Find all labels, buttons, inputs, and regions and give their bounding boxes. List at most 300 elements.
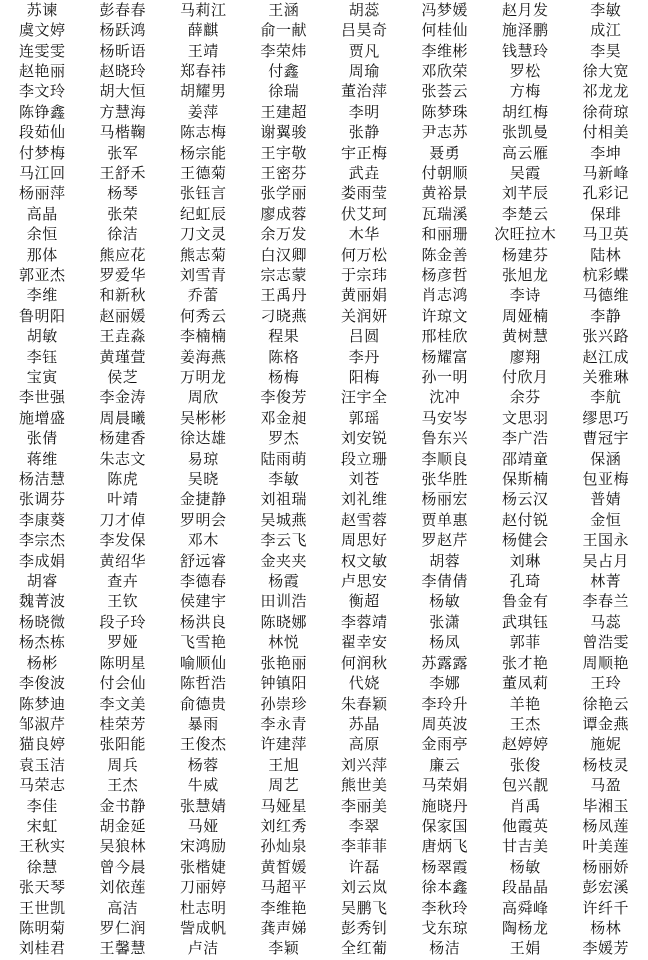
name-cell: 李倩倩: [421, 572, 468, 591]
name-cell: 胡蓉: [429, 551, 461, 570]
name-cell: 周英波: [421, 714, 468, 733]
name-cell: 王娟: [509, 939, 541, 958]
name-cell: 吴彬彬: [179, 408, 227, 427]
name-cell: 衡超: [348, 592, 380, 611]
name-cell: 袁玉洁: [18, 755, 66, 774]
name-cell: 肖禹: [509, 796, 541, 815]
name-cell: 杨蓉: [187, 755, 219, 774]
name-cell: 杨洁慧: [18, 470, 66, 489]
name-cell: 周娅楠: [501, 306, 549, 325]
name-cell: 罗赵芹: [421, 531, 468, 550]
name-cell: 罗仁润: [99, 918, 146, 937]
name-cell: 方慧海: [99, 102, 146, 121]
name-cell: 朱春颖: [340, 694, 388, 713]
name-cell: 鲁东兴: [421, 429, 468, 448]
name-cell: 张艳丽: [260, 653, 307, 672]
name-cell: 吴狼林: [99, 837, 146, 856]
name-cell: 陈明菊: [18, 918, 66, 937]
name-cell: 黄丽娟: [340, 286, 388, 305]
name-cell: 施增盛: [18, 408, 66, 427]
name-cell: 曾今晨: [99, 857, 146, 876]
name-cell: 杨琴: [107, 184, 139, 203]
name-cell: 唐炳飞: [421, 837, 468, 856]
name-cell: 鲁明阳: [18, 306, 66, 325]
name-cell: 戈东琼: [421, 918, 468, 937]
name-cell: 王宇敬: [260, 143, 307, 162]
name-cell: 李楚云: [501, 204, 549, 223]
name-cell: 彭秀钊: [340, 918, 388, 937]
name-cell: 王钦: [107, 592, 139, 611]
name-cell: 鲁金有: [501, 592, 549, 611]
name-cell: 杨枝灵: [582, 755, 629, 774]
name-cell: 张华胜: [421, 470, 468, 489]
name-cell: 黄皙媛: [260, 857, 307, 876]
name-cell: 孙一明: [421, 368, 468, 387]
name-cell: 周顺艳: [582, 653, 629, 672]
name-cell: 刀丽婷: [179, 878, 227, 897]
name-cell: 毕湘玉: [582, 796, 629, 815]
name-cell: 聂勇: [429, 143, 461, 162]
name-cell: 熊世美: [340, 776, 388, 795]
name-cell: 吴鹏飞: [340, 898, 388, 917]
name-cell: 孙灿泉: [260, 837, 307, 856]
name-cell: 武琪钰: [501, 612, 549, 631]
name-cell: 吴晓: [187, 470, 219, 489]
name-cell: 陈虎: [107, 470, 139, 489]
name-cell: 马蕊: [590, 612, 622, 631]
name-cell: 郭瑶: [348, 408, 380, 427]
name-cell: 关润妍: [340, 306, 388, 325]
name-cell: 高洁: [107, 898, 139, 917]
name-cell: 刘红秀: [260, 816, 307, 835]
name-cell: 和丽珊: [421, 225, 468, 244]
name-cell: 虞文婷: [18, 21, 66, 40]
name-cell: 段茹仙: [18, 123, 66, 142]
name-cell: 赵江成: [582, 347, 629, 366]
name-cell: 田训浩: [260, 592, 307, 611]
name-cell: 杨敏: [429, 592, 461, 611]
name-cell: 刘依莲: [99, 878, 146, 897]
name-cell: 李荣炜: [260, 41, 307, 60]
name-cell: 李俊芳: [260, 388, 307, 407]
name-cell: 徐洁: [107, 225, 139, 244]
name-cell: 肖志鸿: [421, 286, 468, 305]
name-cell: 李发保: [99, 531, 146, 550]
name-cell: 他霞英: [501, 816, 549, 835]
name-cell: 李世强: [18, 388, 66, 407]
name-cell: 姜萍: [187, 102, 219, 121]
name-cell: 訾成帆: [179, 918, 227, 937]
name-cell: 余万发: [260, 225, 307, 244]
name-cell: 张旭龙: [501, 265, 549, 284]
name-cell: 张楷婕: [179, 857, 227, 876]
name-cell: 陈梦珠: [421, 102, 468, 121]
name-cell: 罗爱华: [99, 265, 146, 284]
name-cell: 孔彩记: [582, 184, 629, 203]
name-cell: 罗娅: [107, 633, 139, 652]
name-cell: 缪思巧: [582, 408, 629, 427]
name-cell: 王秋实: [18, 837, 66, 856]
name-cell: 包兴靓: [501, 776, 549, 795]
name-cell: 刘桂君: [18, 939, 66, 958]
name-cell: 李文玲: [18, 82, 66, 101]
name-cell: 杨洪良: [179, 612, 227, 631]
name-cell: 黄瑾萱: [99, 347, 146, 366]
name-cell: 次旺拉木: [494, 225, 557, 244]
name-cell: 张俊: [509, 755, 541, 774]
name-cell: 文思羽: [501, 408, 549, 427]
name-cell: 胡敏: [26, 327, 58, 346]
name-cell: 陈晓娜: [260, 612, 307, 631]
name-cell: 付相美: [582, 123, 629, 142]
name-cell: 李金涛: [99, 388, 146, 407]
name-cell: 刀文灵: [179, 225, 227, 244]
name-cell: 张调芬: [18, 490, 66, 509]
name-cell: 杨林: [590, 918, 622, 937]
name-cell: 许建萍: [260, 735, 307, 754]
name-cell: 李楠楠: [179, 327, 227, 346]
name-cell: 李佳: [26, 796, 58, 815]
name-cell: 王禹丹: [260, 286, 307, 305]
name-cell: 马莉江: [179, 0, 227, 19]
name-cell: 杨建芬: [501, 245, 549, 264]
name-cell: 张钰言: [179, 184, 227, 203]
name-cell: 林悦: [268, 633, 300, 652]
name-cell: 魏菁波: [18, 592, 66, 611]
name-cell: 李媛芳: [582, 939, 629, 958]
name-cell: 方梅: [509, 82, 541, 101]
name-cell: 马娅星: [260, 796, 307, 815]
name-cell: 张学丽: [260, 184, 307, 203]
name-cell: 王垚淼: [99, 327, 146, 346]
name-cell: 王靖: [187, 41, 219, 60]
name-cell: 李康葵: [18, 510, 66, 529]
name-cell: 廖成蓉: [260, 204, 307, 223]
name-cell: 喻顺仙: [179, 653, 227, 672]
name-cell: 胡睿: [26, 572, 58, 591]
name-cell: 保斯楠: [501, 470, 549, 489]
name-cell: 纪虹辰: [179, 204, 227, 223]
name-cell: 马娅: [187, 816, 219, 835]
name-cell: 许纤千: [582, 898, 629, 917]
name-cell: 舒远睿: [179, 551, 227, 570]
name-cell: 白汉卿: [260, 245, 307, 264]
name-cell: 权文敏: [340, 551, 388, 570]
name-cell: 张荟云: [421, 82, 468, 101]
name-cell: 连雯雯: [18, 41, 66, 60]
name-cell: 何秀云: [179, 306, 227, 325]
name-cell: 陈铮鑫: [18, 102, 66, 121]
name-cell: 杨敏: [509, 857, 541, 876]
name-cell: 代娆: [348, 674, 380, 693]
name-cell: 杨凤莲: [582, 816, 629, 835]
name-cell: 马江回: [18, 163, 66, 182]
name-cell: 杨丽娇: [582, 857, 629, 876]
name-cell: 胡耀男: [179, 82, 227, 101]
name-cell: 徐大宽: [582, 61, 629, 80]
name-cell: 刘礼维: [340, 490, 388, 509]
name-cell: 姜海燕: [179, 347, 227, 366]
name-cell: 包亚梅: [582, 470, 629, 489]
name-cell: 钱慧玲: [501, 41, 549, 60]
name-cell: 曹冠宇: [582, 429, 629, 448]
name-cell: 付会仙: [99, 674, 146, 693]
name-cell: 张慧婧: [179, 796, 227, 815]
name-cell: 猫良婷: [18, 735, 66, 754]
name-cell: 刘琳: [509, 551, 541, 570]
name-cell: 王密芬: [260, 163, 307, 182]
name-cell: 王国永: [582, 531, 629, 550]
name-cell: 李坤: [590, 143, 622, 162]
name-cell: 王世凯: [18, 898, 66, 917]
name-cell: 刘云岚: [340, 878, 388, 897]
name-cell: 杨彬: [26, 653, 58, 672]
name-cell: 杨昕语: [99, 41, 146, 60]
name-cell: 金雨亭: [421, 735, 468, 754]
name-cell: 伏艾珂: [340, 204, 388, 223]
name-cell: 马超平: [260, 878, 307, 897]
name-cell: 陈格: [268, 347, 300, 366]
name-cell: 彭宏溪: [582, 878, 629, 897]
name-cell: 王杰: [509, 714, 541, 733]
name-cell: 徐本鑫: [421, 878, 468, 897]
name-cell: 刘芊辰: [501, 184, 549, 203]
name-cell: 段子玲: [99, 612, 146, 631]
name-cell: 刁晓燕: [260, 306, 307, 325]
name-cell: 尹志苏: [421, 123, 468, 142]
name-cell: 黄绍华: [99, 551, 146, 570]
name-cell: 邓欣荣: [421, 61, 468, 80]
name-cell: 暴雨: [187, 714, 219, 733]
name-cell: 杨杰栋: [18, 633, 66, 652]
name-cell: 贾单惠: [421, 510, 468, 529]
name-cell: 杨宗能: [179, 143, 227, 162]
name-cell: 保琲: [590, 204, 622, 223]
name-cell: 曾浩雯: [582, 633, 629, 652]
name-cell: 何桂仙: [421, 21, 468, 40]
name-cell: 杨梅: [268, 368, 300, 387]
name-cell: 甘吉美: [501, 837, 549, 856]
name-cell: 周兵: [107, 755, 139, 774]
name-cell: 杨健会: [501, 531, 549, 550]
name-cell: 张才艳: [501, 653, 549, 672]
name-cell: 杨凤: [429, 633, 461, 652]
name-cell: 李顺良: [421, 449, 468, 468]
name-cell: 李成娟: [18, 551, 66, 570]
name-cell: 李秋玲: [421, 898, 468, 917]
name-cell: 保家国: [421, 816, 468, 835]
name-cell: 付欣月: [501, 368, 549, 387]
name-cell: 胡蕊: [348, 0, 380, 19]
name-cell: 罗明会: [179, 510, 227, 529]
name-cell: 杨云汉: [501, 490, 549, 509]
name-cell: 沈冲: [429, 388, 461, 407]
name-cell: 卢洁: [187, 939, 219, 958]
name-cell: 宋虹: [26, 816, 58, 835]
name-cell: 吕圆: [348, 327, 380, 346]
name-cell: 廉云: [429, 755, 461, 774]
name-cell: 黄树慧: [501, 327, 549, 346]
name-cell: 高原: [348, 735, 380, 754]
name-cell: 金夹夹: [260, 551, 307, 570]
name-cell: 苏晶: [348, 714, 380, 733]
name-cell: 余恒: [26, 225, 58, 244]
name-cell: 周晨曦: [99, 408, 146, 427]
name-cell: 杨丽萍: [18, 184, 66, 203]
name-cell: 桂荣芳: [99, 714, 146, 733]
name-cell: 赵月发: [501, 0, 549, 19]
name-cell: 邓木: [187, 531, 219, 550]
name-cell: 付鑫: [268, 61, 300, 80]
name-cell: 杨洁: [429, 939, 461, 958]
name-cell: 陈哲浩: [179, 674, 227, 693]
name-cell: 张潇: [429, 612, 461, 631]
name-cell: 宋鸿励: [179, 837, 227, 856]
name-cell: 杨建香: [99, 429, 146, 448]
name-cell: 吴城燕: [260, 510, 307, 529]
name-cell: 余芬: [509, 388, 541, 407]
name-cell: 阳梅: [348, 368, 380, 387]
name-cell: 徐慧: [26, 857, 58, 876]
name-cell: 马荣志: [18, 776, 66, 795]
name-cell: 王杰: [107, 776, 139, 795]
name-cell: 刘雪青: [179, 265, 227, 284]
name-cell: 程果: [268, 327, 300, 346]
name-cell: 李诗: [509, 286, 541, 305]
name-cell: 赵晓玲: [99, 61, 146, 80]
name-cell: 张凯曼: [501, 123, 549, 142]
name-cell: 朱志文: [99, 449, 146, 468]
name-cell: 陶杨龙: [501, 918, 549, 937]
name-cell: 叶靖: [107, 490, 139, 509]
name-cell: 王旭: [268, 755, 300, 774]
name-cell: 马德维: [582, 286, 629, 305]
name-cell: 杭彩蝶: [582, 265, 629, 284]
name-cell: 刘祖瑞: [260, 490, 307, 509]
name-cell: 木华: [348, 225, 380, 244]
name-cell: 宝寅: [26, 368, 58, 387]
name-cell: 侯芝: [107, 368, 139, 387]
name-cell: 李蓉靖: [340, 612, 388, 631]
name-cell: 李德春: [179, 572, 227, 591]
name-cell: 那体: [26, 245, 58, 264]
name-cell: 李云飞: [260, 531, 307, 550]
name-cell: 王馨慧: [99, 939, 146, 958]
name-cell: 张天琴: [18, 878, 66, 897]
name-cell: 邵靖童: [501, 449, 549, 468]
name-cell: 金捷静: [179, 490, 227, 509]
name-cell: 李俊波: [18, 674, 66, 693]
name-cell: 李永青: [260, 714, 307, 733]
name-cell: 马盈: [590, 776, 622, 795]
name-cell: 胡金延: [99, 816, 146, 835]
name-cell: 张兴路: [582, 327, 629, 346]
name-cell: 徐艳云: [582, 694, 629, 713]
name-cell: 刘苍: [348, 470, 380, 489]
name-cell: 张阳能: [99, 735, 146, 754]
name-cell: 周思好: [340, 531, 388, 550]
name-cell: 钟镇阳: [260, 674, 307, 693]
name-cell: 吴霞: [509, 163, 541, 182]
name-cell: 保涵: [590, 449, 622, 468]
name-cell: 杨丽宏: [421, 490, 468, 509]
name-cell: 查卉: [107, 572, 139, 591]
name-cell: 郭菲: [509, 633, 541, 652]
name-cell: 邹淑芹: [18, 714, 66, 733]
name-cell: 李丹: [348, 347, 380, 366]
name-cell: 刀才倬: [99, 510, 146, 529]
name-cell: 李玲升: [421, 694, 468, 713]
name-cell: 付朝顺: [421, 163, 468, 182]
name-cell: 谢翼骏: [260, 123, 307, 142]
name-cell: 薛麒: [187, 21, 219, 40]
name-cell: 赵雪蓉: [340, 510, 388, 529]
name-cell: 于宗玮: [340, 265, 388, 284]
name-cell: 刘兴萍: [340, 755, 388, 774]
name-cell: 刘安锐: [340, 429, 388, 448]
name-cell: 郭亚杰: [18, 265, 66, 284]
name-cell: 徐达雄: [179, 429, 227, 448]
name-cell: 施晓丹: [421, 796, 468, 815]
name-cell: 全红葡: [340, 939, 388, 958]
name-cell: 马楷鞠: [99, 123, 146, 142]
name-cell: 李敏: [268, 470, 300, 489]
name-cell: 蒋维: [26, 449, 58, 468]
name-cell: 孔琦: [509, 572, 541, 591]
name-cell: 李颖: [268, 939, 300, 958]
name-cell: 何润秋: [340, 653, 388, 672]
name-cell: 邓金昶: [260, 408, 307, 427]
name-cell: 张倩: [26, 429, 58, 448]
name-cell: 杜志明: [179, 898, 227, 917]
name-cell: 付梦梅: [18, 143, 66, 162]
name-cell: 羊艳: [509, 694, 541, 713]
name-cell: 周艺: [268, 776, 300, 795]
name-cell: 杨翠霞: [421, 857, 468, 876]
name-cell: 高晶: [26, 204, 58, 223]
name-cell: 何万松: [340, 245, 388, 264]
name-cell: 赵付锐: [501, 510, 549, 529]
name-cell: 李春兰: [582, 592, 629, 611]
name-cell: 吕昊奇: [340, 21, 388, 40]
name-cell: 吴占月: [582, 551, 629, 570]
name-cell: 张军: [107, 143, 139, 162]
name-cell: 罗杰: [268, 429, 300, 448]
name-cell: 成江: [590, 21, 622, 40]
name-cell: 普婧: [590, 490, 622, 509]
name-cell: 许琼文: [421, 306, 468, 325]
name-cell: 李丽美: [340, 796, 388, 815]
name-cell: 李翠: [348, 816, 380, 835]
name-cell: 李航: [590, 388, 622, 407]
name-cell: 熊志菊: [179, 245, 227, 264]
name-cell: 马卫英: [582, 225, 629, 244]
name-cell: 周瑜: [348, 61, 380, 80]
name-cell: 陆林: [590, 245, 622, 264]
name-cell: 彭春春: [99, 0, 146, 19]
name-cell: 和新秋: [99, 286, 146, 305]
name-cell: 杨跃鸿: [99, 21, 146, 40]
name-cell: 邢桂欣: [421, 327, 468, 346]
name-cell: 宇正梅: [340, 143, 388, 162]
name-cell: 陈金善: [421, 245, 468, 264]
name-cell: 王俊杰: [179, 735, 227, 754]
name-cell: 侯建宇: [179, 592, 227, 611]
name-cell: 冯梦媛: [421, 0, 468, 19]
name-cell: 易琼: [187, 449, 219, 468]
name-cell: 施泽鹏: [501, 21, 549, 40]
name-cell: 许磊: [348, 857, 380, 876]
